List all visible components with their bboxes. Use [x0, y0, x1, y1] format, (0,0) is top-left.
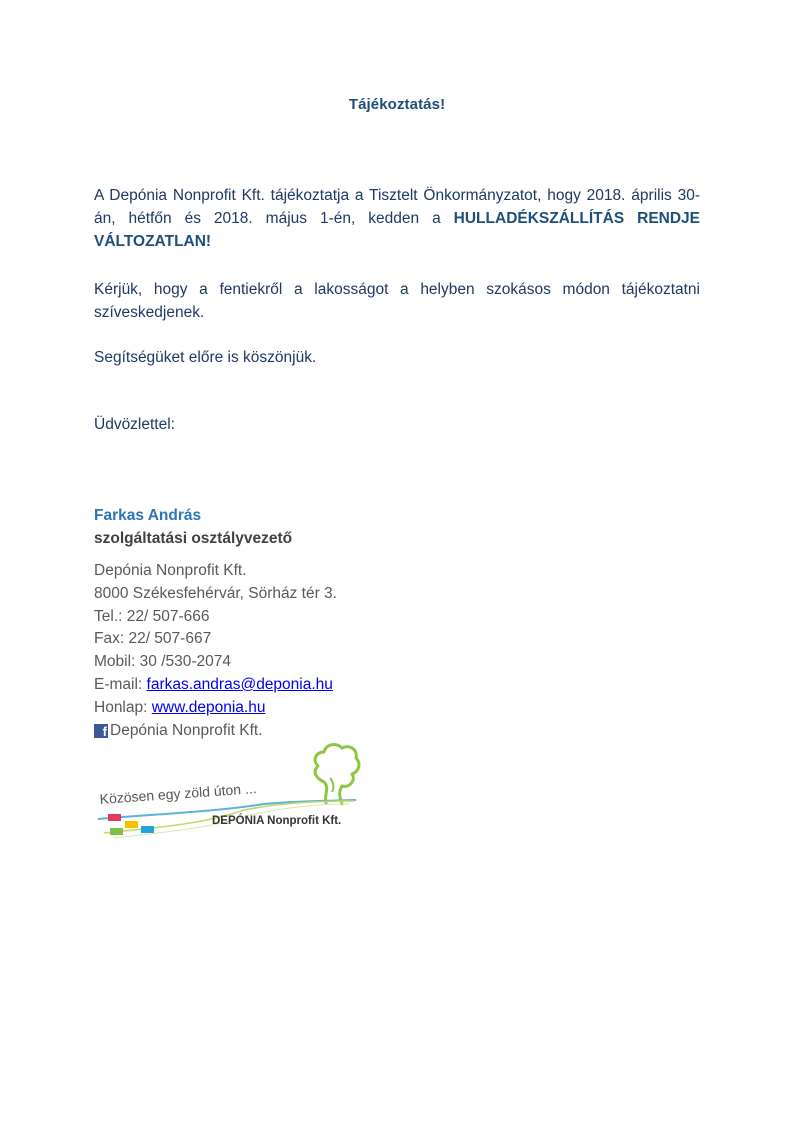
logo-brand: DEPÓNIA Nonprofit Kft. — [212, 815, 342, 827]
email-link[interactable]: farkas.andras@deponia.hu — [146, 675, 333, 693]
thanks-paragraph: Segítségüket előre is köszönjük. — [94, 349, 317, 366]
closing-salutation: Üdvözlettel: — [94, 416, 175, 433]
notice-text: A Depónia Nonprofit Kft. tájékoztatja a Tisztelt Önkormányzatot, hogy 2018. április 30-án, hétfőn és 2018. május 1-én, kedden a — [94, 187, 700, 227]
email-line — [94, 674, 337, 697]
website-label: Honlap: — [94, 698, 152, 716]
phone: Tel.: 22/ 507-666 — [94, 607, 210, 625]
square-blue — [141, 826, 154, 833]
square-red — [108, 814, 121, 821]
signature-name: Farkas András — [94, 507, 202, 524]
website-link[interactable]: www.deponia.hu — [151, 698, 266, 716]
request-paragraph: Kérjük, hogy a fentiekről a lakosságot a helyben szokásos módon tájékoztatni szíveskedjenek. — [94, 281, 700, 321]
mobile: Mobil: 30 /530-2074 — [94, 653, 232, 671]
company-address: 8000 Székesfehérvár, Sörház tér 3. — [94, 584, 337, 602]
website-line — [94, 697, 337, 720]
company-logo — [94, 738, 369, 843]
notice-paragraph — [94, 184, 700, 253]
document-title: Tájékoztatás! — [348, 96, 446, 113]
contact-block — [94, 560, 337, 742]
fax: Fax: 22/ 507-667 — [94, 630, 212, 648]
square-green — [110, 828, 123, 835]
facebook-page-name: Depónia Nonprofit Kft. — [110, 721, 263, 739]
email-label: E-mail: — [94, 675, 147, 693]
logo-slogan: Közösen egy zöld úton ... — [99, 780, 258, 807]
company-name: Depónia Nonprofit Kft. — [94, 562, 247, 579]
tree-icon — [315, 745, 359, 804]
notice-emphasis: HULLADÉKSZÁLLÍTÁS RENDJE VÁLTOZATLAN! — [94, 210, 700, 250]
signature-position: szolgáltatási osztályvezető — [94, 530, 293, 547]
square-yellow — [125, 821, 138, 828]
facebook-icon[interactable]: f — [94, 724, 108, 738]
